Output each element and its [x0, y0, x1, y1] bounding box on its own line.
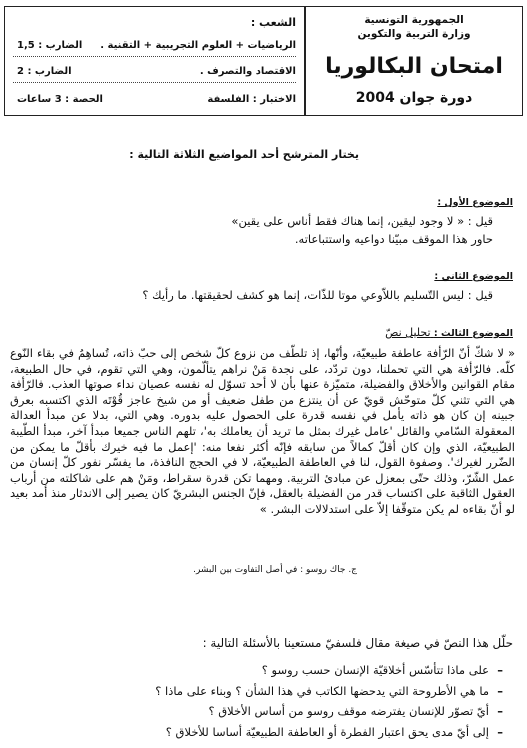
branch-line-2: الاقتصاد والتصرف . — [199, 66, 296, 77]
subject-3-text: « لا شكّ أنّ الرّأفة عاطفة طبيعيّة، وأنّها، إذ تلطّف من نزوع كلّ شخص إلى حبّ ذاته، تُساهِمُ في بقاء النّوع كلّه. فالرّأفة هي التي تحملنا، دون تردّد، على نجدة مَنْ نراهم يتألّمون، وهي التي تقوم، في حال الطبيعة، مقام القوانين والأخلاق والفضيلة، متميّزة عنها بأن لا أحد تسوّل له نفسه عصيان نداء صوتها العذب. فالرّأفة هي التي تثني كلّ متوحّش قويّ عن أن ينتزع من طفل ضعيف أو من شيخ عاجز قُوْتَه الذي اكتسبه بعرق جبينه إن كان هو ذاته يأمل في نفسه قدرة على الحصول عليه بدوره. وهي التي، بدلا عن مبدأ العدالة المعقولة السّامي والقائل 'عامل غيرك بمثل ما تريد أن يعاملك به'، تلهم الناس جميعا مبدأ آخر، مبدأ الطّيبة الطبيعيّة، الذي وإن كان أقلّ كمالاً من سابقه فإنّه أكثر نفعا منه: 'إعمل ما فيه خيرك بأقلّ ما يمكن من الضّرر لغيرك'. وصفوة القول، لنا في العاطفة الطبيعيّة، لا في الحجج النافذة، ما يفسّر نفور كلّ إنسان من عمل الشّرّ، وذلك حتّى بمعزل عن مبادئ التربية. ومهما تكن قدرة سقراط، ومَنْ هم على شاكلته من أرباب العقول الثاقبة على اكتساب قدر من الفضيلة بالعقل، فإنّ الجنس البشريّ كان يصير إلى الاندثار منذ أمد بعيد لو أنّ بقاءه لم يكن متوقّفا إلاّ على استدلالات البشر. » — [10, 346, 515, 516]
exam-subject: الاختبار : الفلسفة — [207, 94, 296, 105]
subject-3-task: حلّل هذا النصّ في صيغة مقال فلسفيّ مستعينا بالأسئلة التالية : — [202, 636, 513, 650]
dash-icon: – — [497, 704, 503, 718]
dash-icon: – — [497, 724, 503, 739]
coefficient-1: الضارب : 1,5 — [17, 40, 83, 51]
branch-line-1: الرياضيات + العلوم التجريبية + التقنية . — [100, 40, 296, 51]
subject-2-title: الموضوع الثاني : — [434, 271, 513, 282]
subject-2-prompt: قيل : ليس التّسليم باللاّوعي موتا للذّات، إنما هو كشف لحقيقتها. ما رأيك ؟ — [142, 288, 493, 302]
list-item — [13, 660, 503, 681]
subject-1-quote: قيل : « لا وجود ليقين، إنما هناك فقط أناس على يقين» — [231, 214, 493, 228]
header-details — [5, 6, 304, 116]
subject-3-title — [385, 326, 513, 339]
question-text: أيّ تصوّر للإنسان يفترضه موقف روسو من أساس الأخلاق ؟ — [208, 704, 489, 718]
guiding-questions — [13, 660, 503, 742]
dash-icon: – — [497, 683, 503, 698]
subject-3-label: الموضوع الثالث : — [433, 328, 513, 339]
subject-3-type: تحليل نصّ — [385, 326, 431, 339]
dotted-separator — [13, 56, 296, 57]
question-text: ما هي الأطروحة التي يدحضها الكاتب في هذا الشأن ؟ وبناء على ماذا ؟ — [155, 683, 489, 698]
header-institution — [305, 6, 523, 116]
exam-title: امتحان البكالوريا — [325, 54, 503, 79]
ministry-name: وزارة التربية والتكوين — [357, 28, 471, 40]
coefficient-2: الضارب : 2 — [17, 66, 72, 77]
subject-1-title: الموضوع الأول : — [437, 197, 513, 208]
list-item — [13, 701, 503, 722]
text-source: ج. جاك روسو : في أصل التفاوت بين البشر. — [193, 565, 357, 575]
instruction: يختار المترشح أحد المواضيع الثلاثة التالية : — [129, 148, 359, 161]
question-text: على ماذا تتأسّس أخلاقيّة الإنسان حسب روسو ؟ — [261, 663, 489, 677]
republic-name: الجمهورية التونسية — [364, 14, 464, 26]
list-item — [13, 681, 503, 702]
exam-duration: الحصة : 3 ساعات — [17, 94, 103, 105]
dotted-separator — [13, 82, 296, 83]
list-item — [13, 722, 503, 743]
subject-1-instruction: حاور هذا الموقف مبيّنا دواعيه واستتباعاته. — [294, 232, 493, 246]
branches-label: الشعب : — [250, 16, 296, 29]
question-text: إلى أيّ مدى يحق اعتبار الفطرة أو العاطفة الطبيعيّة أساسا للأخلاق ؟ — [165, 724, 489, 739]
dash-icon: – — [497, 663, 503, 677]
exam-session: دورة جوان 2004 — [355, 90, 473, 106]
